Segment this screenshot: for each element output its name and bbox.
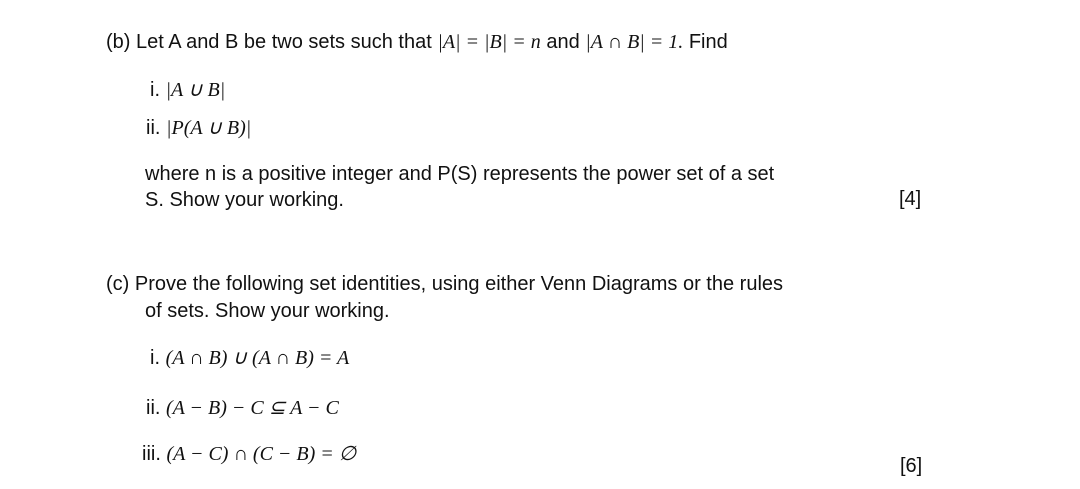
part-c-intro-line-1: [106, 272, 783, 296]
part-b-item-ii-expr: |P(A ∪ B)|: [166, 117, 252, 139]
part-b-item-ii-label: ii.: [146, 117, 161, 139]
part-b-note-line-2: S. Show your working.: [145, 189, 344, 211]
part-c-item-i-expr: (A ∩ B) ∪ (A ∩ B) = A: [165, 347, 350, 369]
part-c-item-iii: [142, 442, 356, 466]
part-b-item-ii: [146, 116, 251, 140]
part-c-intro-line-2: of sets. Show your working.: [145, 300, 390, 322]
part-c-label: (c): [106, 273, 130, 295]
part-c-item-i-label: i.: [150, 347, 160, 369]
part-b-item-i-expr: |A ∪ B|: [165, 79, 226, 101]
part-b-intro-text: Let A and B be two sets such that: [136, 31, 432, 53]
part-c-item-ii-label: ii.: [146, 397, 161, 419]
part-b-condition-2: |A ∩ B| = 1.: [585, 31, 684, 53]
part-c-item-iii-expr: (A − C) ∩ (C − B) = ∅: [166, 443, 357, 465]
part-b-and: and: [546, 31, 580, 53]
part-b-marks: [4]: [899, 188, 922, 210]
part-b-find: Find: [688, 31, 728, 53]
part-b-item-i-label: i.: [150, 79, 160, 101]
part-c-item-iii-label: iii.: [142, 443, 161, 465]
part-b-condition-1: |A| = |B| = n: [437, 31, 541, 53]
part-b-note-line-1: where n is a positive integer and P(S) represents the power set of a set: [145, 163, 775, 185]
part-c-marks: [6]: [900, 455, 923, 477]
part-c-item-i: [150, 346, 349, 370]
part-b-intro: [106, 30, 728, 54]
part-b-item-i: [150, 78, 225, 102]
part-c-item-ii: [146, 396, 339, 420]
part-c-item-ii-expr: (A − B) − C ⊆ A − C: [166, 397, 339, 419]
part-b-label: (b): [106, 31, 131, 53]
part-c-intro-text: Prove the following set identities, using either Venn Diagrams or the rules: [134, 273, 784, 295]
